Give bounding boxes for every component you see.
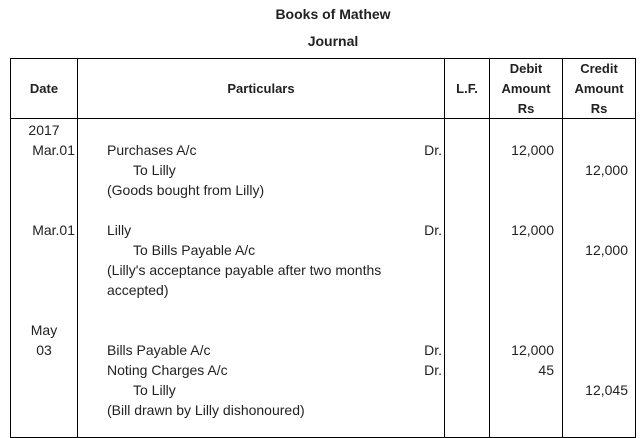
- header-credit-line1: Credit: [580, 61, 618, 76]
- column-divider: [444, 59, 445, 437]
- entry-date: Mar.01: [32, 222, 75, 238]
- entry-credit-amount: 12,045: [585, 382, 628, 398]
- entry-account: Bills Payable A/c: [107, 342, 211, 358]
- entry-narration: (Lilly's acceptance payable after two months: [107, 262, 382, 278]
- entry-narration: accepted): [107, 282, 169, 298]
- entry-date-month: May: [30, 322, 58, 338]
- entry-narration: (Goods bought from Lilly): [107, 182, 265, 198]
- entry-credit-amount: 12,000: [585, 242, 628, 258]
- header-debit-line1: Debit: [509, 61, 543, 76]
- header-credit-line3: Rs: [590, 101, 608, 116]
- entry-dr-mark: Dr.: [424, 362, 442, 378]
- entry-year: 2017: [28, 122, 60, 138]
- column-divider: [77, 59, 78, 437]
- entry-account: Purchases A/c: [107, 142, 197, 158]
- header-date: Date: [29, 81, 59, 96]
- entry-dr-mark: Dr.: [424, 342, 442, 358]
- entry-debit-amount: 12,000: [511, 342, 554, 358]
- entry-date: Mar.01: [32, 142, 75, 158]
- header-particulars: Particulars: [227, 81, 295, 96]
- entry-account: Noting Charges A/c: [107, 362, 228, 378]
- entry-dr-mark: Dr.: [424, 222, 442, 238]
- journal-table: [10, 58, 636, 438]
- book-title: Books of Mathew: [275, 6, 391, 22]
- entry-account: Lilly: [107, 222, 132, 238]
- journal-title: Journal: [307, 33, 359, 49]
- entry-debit-amount: 45: [538, 362, 554, 378]
- entry-debit-amount: 12,000: [511, 222, 554, 238]
- entry-account: To Lilly: [133, 382, 176, 398]
- entry-narration: (Bill drawn by Lilly dishonoured): [107, 402, 305, 418]
- entry-debit-amount: 12,000: [511, 142, 554, 158]
- header-debit-line3: Rs: [517, 101, 535, 116]
- entry-account: To Bills Payable A/c: [133, 242, 256, 258]
- entry-date-day: 03: [36, 342, 52, 358]
- header-debit-line2: Amount: [501, 81, 551, 96]
- header-credit-line2: Amount: [574, 81, 624, 96]
- entry-dr-mark: Dr.: [424, 142, 442, 158]
- entry-account: To Lilly: [133, 162, 176, 178]
- header-lf: L.F.: [456, 81, 478, 96]
- entry-credit-amount: 12,000: [585, 162, 628, 178]
